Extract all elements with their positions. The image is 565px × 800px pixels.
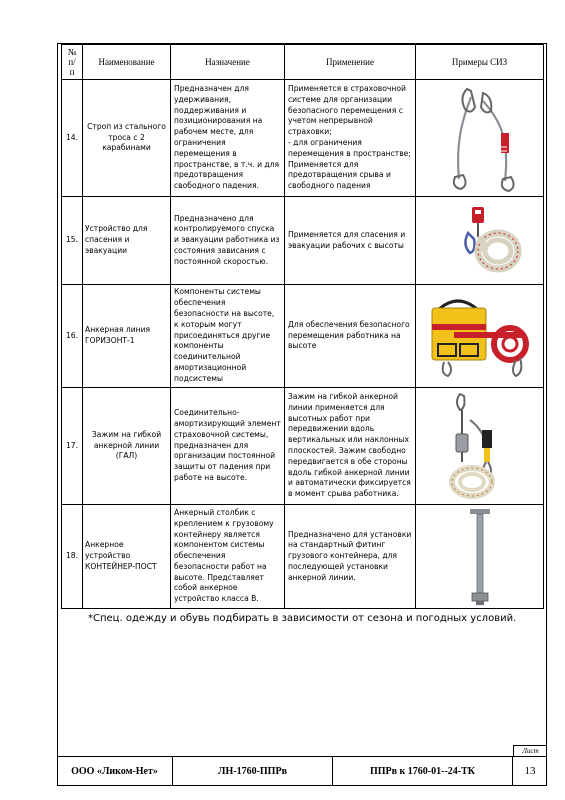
item-application: Предназначено для установки на стандартный фитинг грузового контейнера, для последующей установки анкерной линии. [285, 505, 416, 609]
sheet-number: 13 [524, 765, 536, 777]
item-purpose: Анкерный столбик с креплением к грузовому контейнеру является компонентом системы обеспечения безопасности работ на высоте. Представляет собой анкерное устройство класса В. [171, 505, 285, 609]
item-purpose: Предназначено для контролируемого спуска и эвакуации работника из состояния зависания с постоянной скоростью. [171, 197, 285, 285]
table-row [62, 505, 544, 609]
item-name: Строп из стального троса с 2 карабинами [83, 80, 171, 197]
footnote: *Спец. одежду и обувь подбирать в зависимости от сезона и погодных условий. [88, 613, 517, 624]
item-purpose: Предназначен для удерживания, поддерживания и позиционирования на рабочем месте, для ограничения перемещения в пространстве, в т.ч. и для предотвращения свободного падения. [171, 80, 285, 197]
item-purpose: Соединительно-амортизирующий элемент страховочной системы, предназначен для организации постоянной защиты от падения при работе на высоте. [171, 388, 285, 505]
row-number: 15. [62, 197, 83, 285]
header-number: № п/ п [62, 45, 83, 80]
header-purpose: Назначение [171, 45, 285, 80]
company-name: ООО «Ликом-Нет» [57, 757, 173, 786]
header-examples: Примеры СИЗ [416, 45, 544, 80]
item-name: Анкерное устройство КОНТЕЙНЕР-ПОСТ [83, 505, 171, 609]
item-purpose: Компоненты системы обеспечения безопасности на высоте, к которым могут присоединяться другие компоненты соединительной амортизационной подсистемы [171, 285, 285, 388]
ppe-image-steel-lanyard [416, 80, 544, 197]
project-code: ППРв к 1760-01--24-ТК [333, 757, 513, 786]
item-application: Применяется для спасения и эвакуации рабочих с высоты [285, 197, 416, 285]
item-application: Для обеспечения безопасного перемещения работника на высоте [285, 285, 416, 388]
item-name: Анкерная линия ГОРИЗОНТ-1 [83, 285, 171, 388]
row-number: 16. [62, 285, 83, 388]
ppe-image-rope-grab [416, 388, 544, 505]
item-application: Применяется в страховочной системе для организации безопасного перемещения с учетом непрерывной страховки; - для ограничения перемещения в пространстве; Применяется для предотвращения срыва и свободного падения [285, 80, 416, 197]
header-application: Применение [285, 45, 416, 80]
title-block [57, 756, 547, 786]
header-name: Наименование [83, 45, 171, 80]
item-application: Зажим на гибкой анкерной линии применяется для высотных работ при передвижении вдоль вертикальных или наклонных плоскостей. Зажим свободно передвигается в обе стороны вдоль гибкой анкерной линии и автоматически фиксируется в момент срыва работника. [285, 388, 416, 505]
table-row [62, 80, 544, 197]
ppe-image-anchor-line [416, 285, 544, 388]
ppe-image-container-post [416, 505, 544, 609]
ppe-image-rescue-device [416, 197, 544, 285]
item-name: Устройство для спасения и эвакуации [83, 197, 171, 285]
sheet-label: Лист [513, 745, 547, 756]
row-number: 18. [62, 505, 83, 609]
table-row [62, 197, 544, 285]
document-code: ЛН-1760-ППРв [173, 757, 333, 786]
item-name: Зажим на гибкой анкерной линии (ГАЛ) [83, 388, 171, 505]
row-number: 14. [62, 80, 83, 197]
ppe-table [61, 44, 544, 609]
table-row [62, 388, 544, 505]
row-number: 17. [62, 388, 83, 505]
table-header-row [62, 45, 544, 80]
table-row [62, 285, 544, 388]
